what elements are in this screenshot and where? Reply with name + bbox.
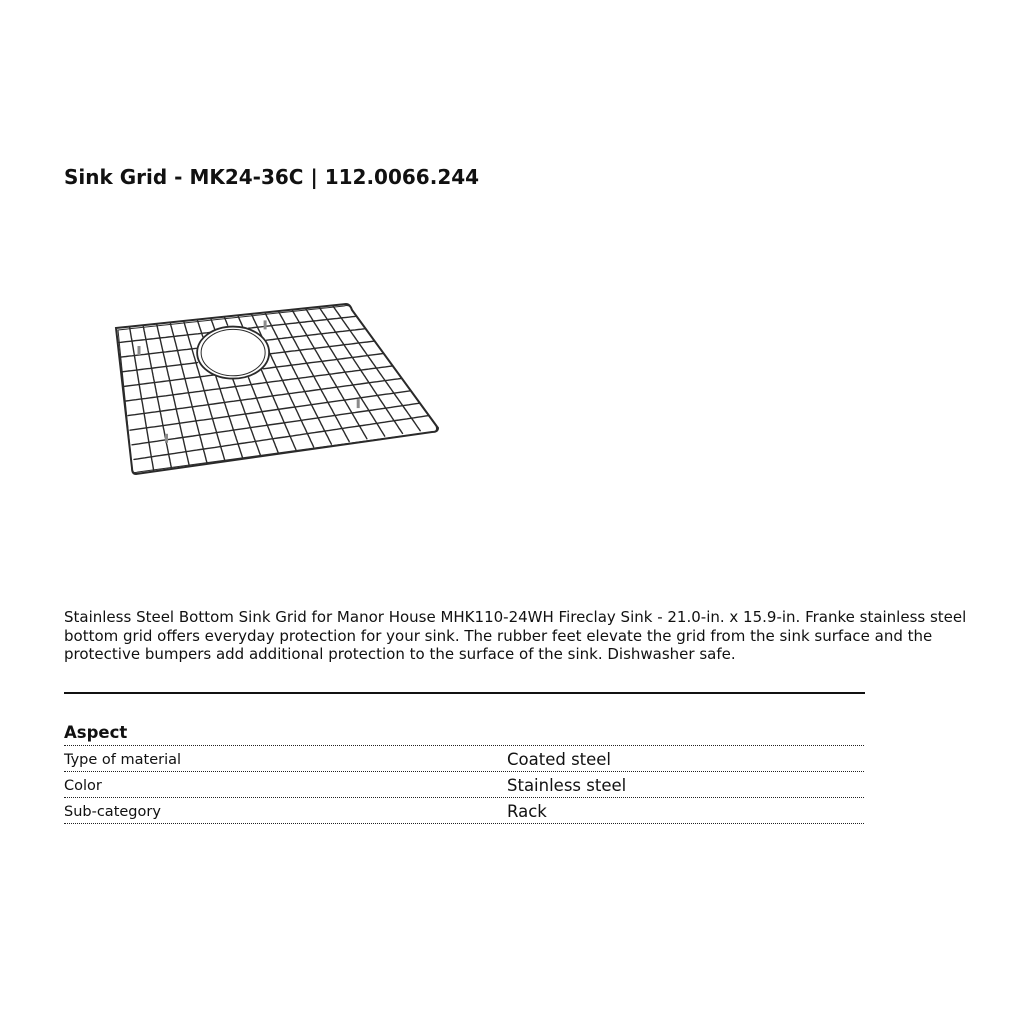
rubber-foot — [357, 399, 360, 408]
product-description: Stainless Steel Bottom Sink Grid for Manor House MHK110-24WH Fireclay Sink - 21.0-in. x 15.9-in. Franke stainless steel bottom grid offers everyday protection for your sink. The rubber feet elevate the grid from the sink surface and the protective bumpers add additional protection to the surface of the sink. Dishwasher safe. — [64, 608, 967, 663]
spec-table — [64, 722, 864, 824]
spec-row — [64, 798, 864, 824]
spec-row — [64, 772, 864, 798]
wire-grid — [116, 304, 438, 474]
spec-value: Stainless steel — [507, 776, 627, 795]
rubber-foot — [165, 434, 168, 443]
spec-label: Sub-category — [64, 804, 161, 820]
spec-value: Rack — [507, 802, 547, 821]
spec-value: Coated steel — [507, 750, 612, 769]
spec-label: Color — [64, 778, 102, 794]
section-divider — [64, 692, 865, 694]
spec-label: Type of material — [64, 752, 182, 768]
spec-heading: Aspect — [64, 722, 864, 746]
product-title: Sink Grid - MK24-36C | 112.0066.244 — [64, 165, 480, 189]
rubber-foot — [264, 320, 267, 329]
sink-grid-image — [110, 298, 442, 490]
rubber-foot — [138, 346, 141, 355]
product-image — [110, 298, 442, 490]
spec-row — [64, 746, 864, 772]
